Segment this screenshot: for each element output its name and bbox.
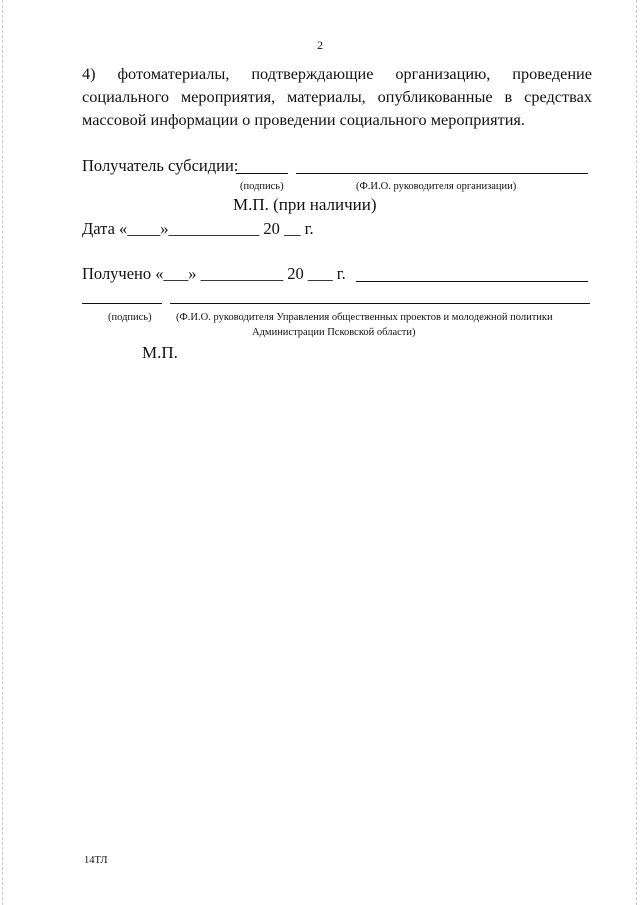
- footer-code: 14ТЛ: [84, 855, 108, 866]
- received-fio-line: [170, 303, 590, 304]
- paragraph-line: массовой информации о проведении социального мероприятия.: [82, 110, 525, 129]
- recipient-label: Получатель субсидии:: [82, 156, 239, 175]
- received-signature-caption: (подпись): [108, 312, 152, 323]
- received-line: Получено «___» __________ 20 ___ г.: [82, 264, 346, 283]
- received-extra-line: [356, 281, 588, 282]
- received-fio-caption-cont: Администрации Псковской области): [252, 327, 416, 338]
- recipient-fio-caption: (Ф.И.О. руководителя организации): [356, 181, 517, 192]
- recipient-signature-caption: (подпись): [240, 181, 284, 192]
- received-signature-line: [82, 303, 162, 304]
- date-line: Дата «____»___________ 20 __ г.: [82, 219, 314, 238]
- scan-edge-left: [2, 0, 3, 905]
- page-number: 2: [317, 38, 323, 52]
- recipient-signature-line: [236, 173, 288, 174]
- received-stamp-mark: М.П.: [142, 343, 178, 362]
- received-fio-caption: (Ф.И.О. руководителя Управления общественных проектов и молодежной политики: [176, 312, 553, 323]
- recipient-fio-line: [296, 173, 588, 174]
- paragraph-line: 4) фотоматериалы, подтверждающие организацию, проведение: [82, 64, 592, 83]
- scan-edge-right: [636, 0, 637, 905]
- attachment-item-paragraph: [82, 62, 592, 131]
- paragraph-line: социального мероприятия, материалы, опубликованные в средствах: [82, 87, 592, 106]
- recipient-stamp-mark: М.П. (при наличии): [233, 195, 377, 214]
